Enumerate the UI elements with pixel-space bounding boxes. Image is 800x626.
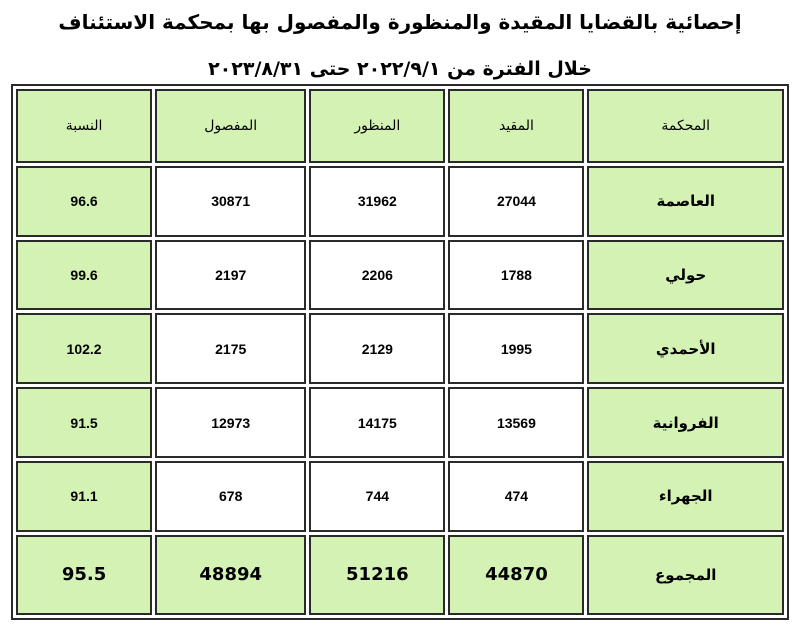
- statistics-table: [11, 84, 789, 620]
- viewed-cell: 2206: [309, 240, 445, 311]
- registered-cell: 1995: [448, 313, 584, 384]
- table-header-row: [16, 89, 784, 163]
- ratio-cell: 91.1: [16, 461, 152, 532]
- court-name: حولي: [587, 240, 784, 311]
- viewed-cell: 14175: [309, 387, 445, 458]
- registered-cell: 13569: [448, 387, 584, 458]
- total-row: [16, 535, 784, 615]
- header-decided: المفصول: [155, 89, 306, 163]
- registered-cell: 1788: [448, 240, 584, 311]
- table-row: [16, 166, 784, 237]
- ratio-cell: 96.6: [16, 166, 152, 237]
- total-ratio: 95.5: [16, 535, 152, 615]
- header-registered: المقيد: [448, 89, 584, 163]
- court-name: الفروانية: [587, 387, 784, 458]
- registered-cell: 474: [448, 461, 584, 532]
- viewed-cell: 744: [309, 461, 445, 532]
- total-viewed: 51216: [309, 535, 445, 615]
- total-label: المجموع: [587, 535, 784, 615]
- ratio-cell: 91.5: [16, 387, 152, 458]
- header-ratio: النسبة: [16, 89, 152, 163]
- registered-cell: 27044: [448, 166, 584, 237]
- viewed-cell: 31962: [309, 166, 445, 237]
- decided-cell: 2197: [155, 240, 306, 311]
- decided-cell: 678: [155, 461, 306, 532]
- table-row: [16, 240, 784, 311]
- table-row: [16, 461, 784, 532]
- page-title: إحصائية بالقضايا المقيدة والمنظورة والمفصول بها بمحكمة الاستئناف: [58, 10, 742, 34]
- court-name: الأحمدي: [587, 313, 784, 384]
- court-name: الجهراء: [587, 461, 784, 532]
- decided-cell: 2175: [155, 313, 306, 384]
- header-viewed: المنظور: [309, 89, 445, 163]
- ratio-cell: 102.2: [16, 313, 152, 384]
- header-court: المحكمة: [587, 89, 784, 163]
- court-name: العاصمة: [587, 166, 784, 237]
- decided-cell: 12973: [155, 387, 306, 458]
- table-row: [16, 313, 784, 384]
- ratio-cell: 99.6: [16, 240, 152, 311]
- page-subtitle: خلال الفترة من ٢٠٢٢/٩/١ حتى ٢٠٢٣/٨/٣١: [208, 58, 592, 80]
- total-decided: 48894: [155, 535, 306, 615]
- viewed-cell: 2129: [309, 313, 445, 384]
- decided-cell: 30871: [155, 166, 306, 237]
- total-registered: 44870: [448, 535, 584, 615]
- table-row: [16, 387, 784, 458]
